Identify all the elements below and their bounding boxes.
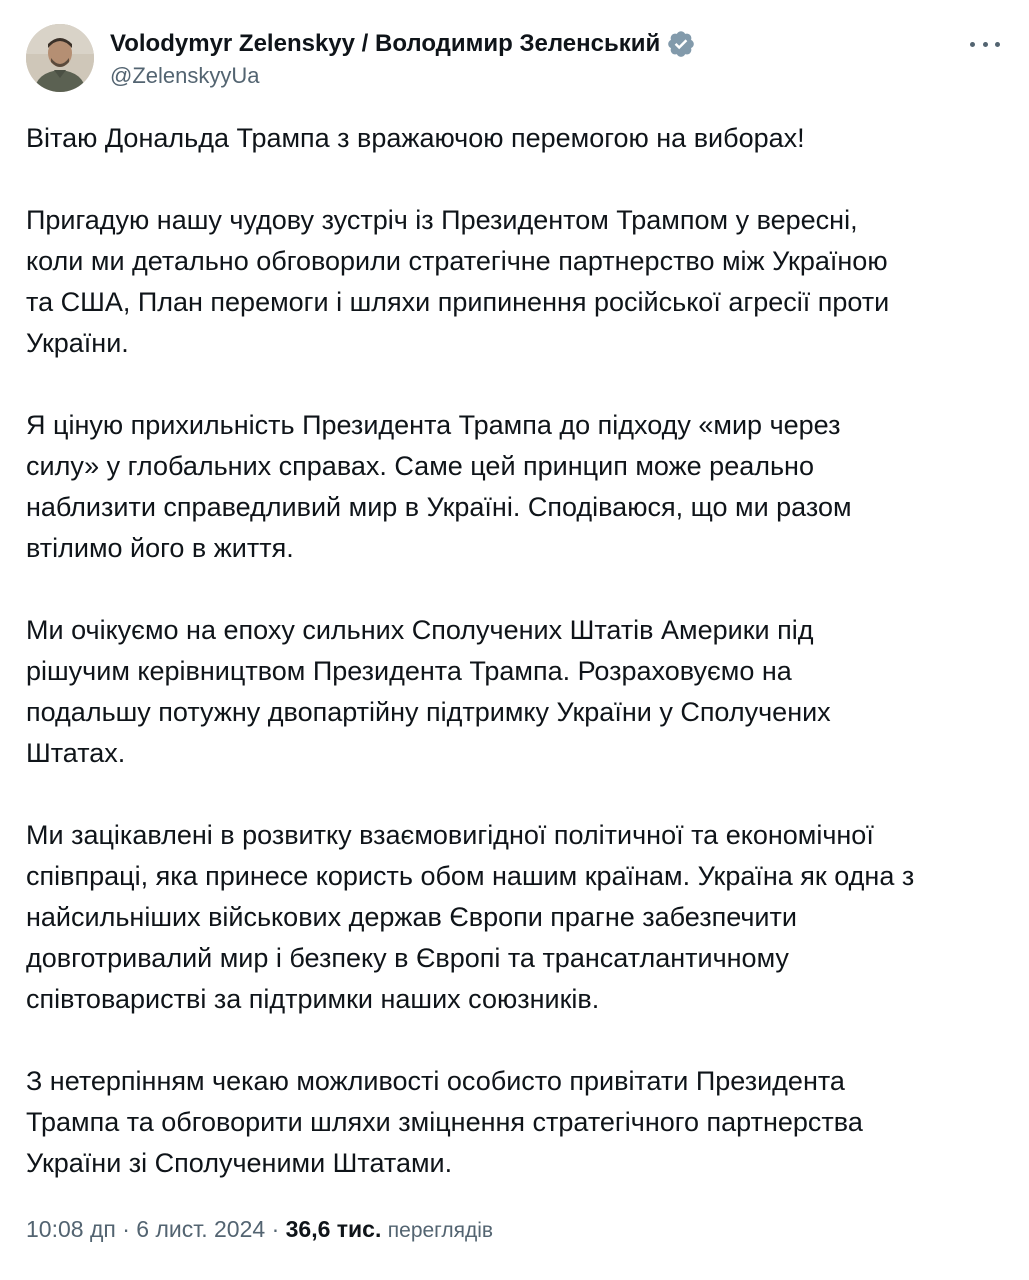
tweet-paragraph: З нетерпінням чекаю можливості особисто привітати Президента Трампа та обговорити шляхи зміцнення стратегічного партнерства України зі Сполученими Штатами.	[26, 1066, 863, 1178]
tweet-meta	[26, 1216, 493, 1243]
tweet-paragraph: Ми зацікавлені в розвитку взаємовигідної політичної та економічної співпраці, яка принесе користь обом нашим країнам. Україна як одна з найсильніших військових держав Європи прагне забезпечити довготривалий мир і безпеку в Європі та трансатлантичному співтоваристві за підтримки наших союзників.	[26, 820, 915, 1014]
more-horizontal-icon[interactable]	[970, 32, 1000, 56]
tweet-paragraph: Вітаю Дональда Трампа з вражаючою перемогою на виборах!	[26, 123, 805, 153]
meta-separator: ·	[122, 1216, 130, 1242]
avatar-photo	[26, 24, 94, 92]
meta-separator: ·	[271, 1216, 280, 1242]
author-handle[interactable]: @ZelenskyyUa	[110, 63, 260, 88]
tweet-date[interactable]: 6 лист. 2024	[136, 1216, 266, 1242]
avatar[interactable]	[26, 24, 94, 92]
tweet-text	[26, 118, 1006, 1184]
views-label: переглядів	[387, 1219, 494, 1242]
views-count[interactable]: 36,6 тис.	[285, 1216, 382, 1242]
dot	[995, 42, 1000, 47]
verified-badge-icon[interactable]	[666, 29, 696, 59]
display-name[interactable]: Volodymyr Zelenskyy / Володимир Зеленський	[110, 30, 661, 57]
tweet-paragraph: Я ціную прихильність Президента Трампа до підходу «мир через силу» у глобальних справах. Саме цей принцип може реально наблизити справедливий мир в Україні. Сподіваюся, що ми разом втілимо його в життя.	[26, 410, 852, 563]
tweet-paragraph: Пригадую нашу чудову зустріч із Президентом Трампом у вересні, коли ми детально обговорили стратегічне партнерство між Україною та США, План перемоги і шляхи припинення російської агресії проти України.	[26, 205, 890, 358]
tweet-paragraph: Ми очікуємо на епоху сильних Сполучених Штатів Америки під рішучим керівництвом Президента Трампа. Розраховуємо на подальшу потужну двопартійну підтримку України у Сполучених Штатах.	[26, 615, 831, 768]
tweet-header	[26, 24, 1006, 96]
author-block	[110, 28, 696, 89]
dot	[970, 42, 975, 47]
tweet-time[interactable]: 10:08 дп	[26, 1216, 116, 1242]
name-row	[110, 28, 696, 60]
dot	[983, 42, 988, 47]
